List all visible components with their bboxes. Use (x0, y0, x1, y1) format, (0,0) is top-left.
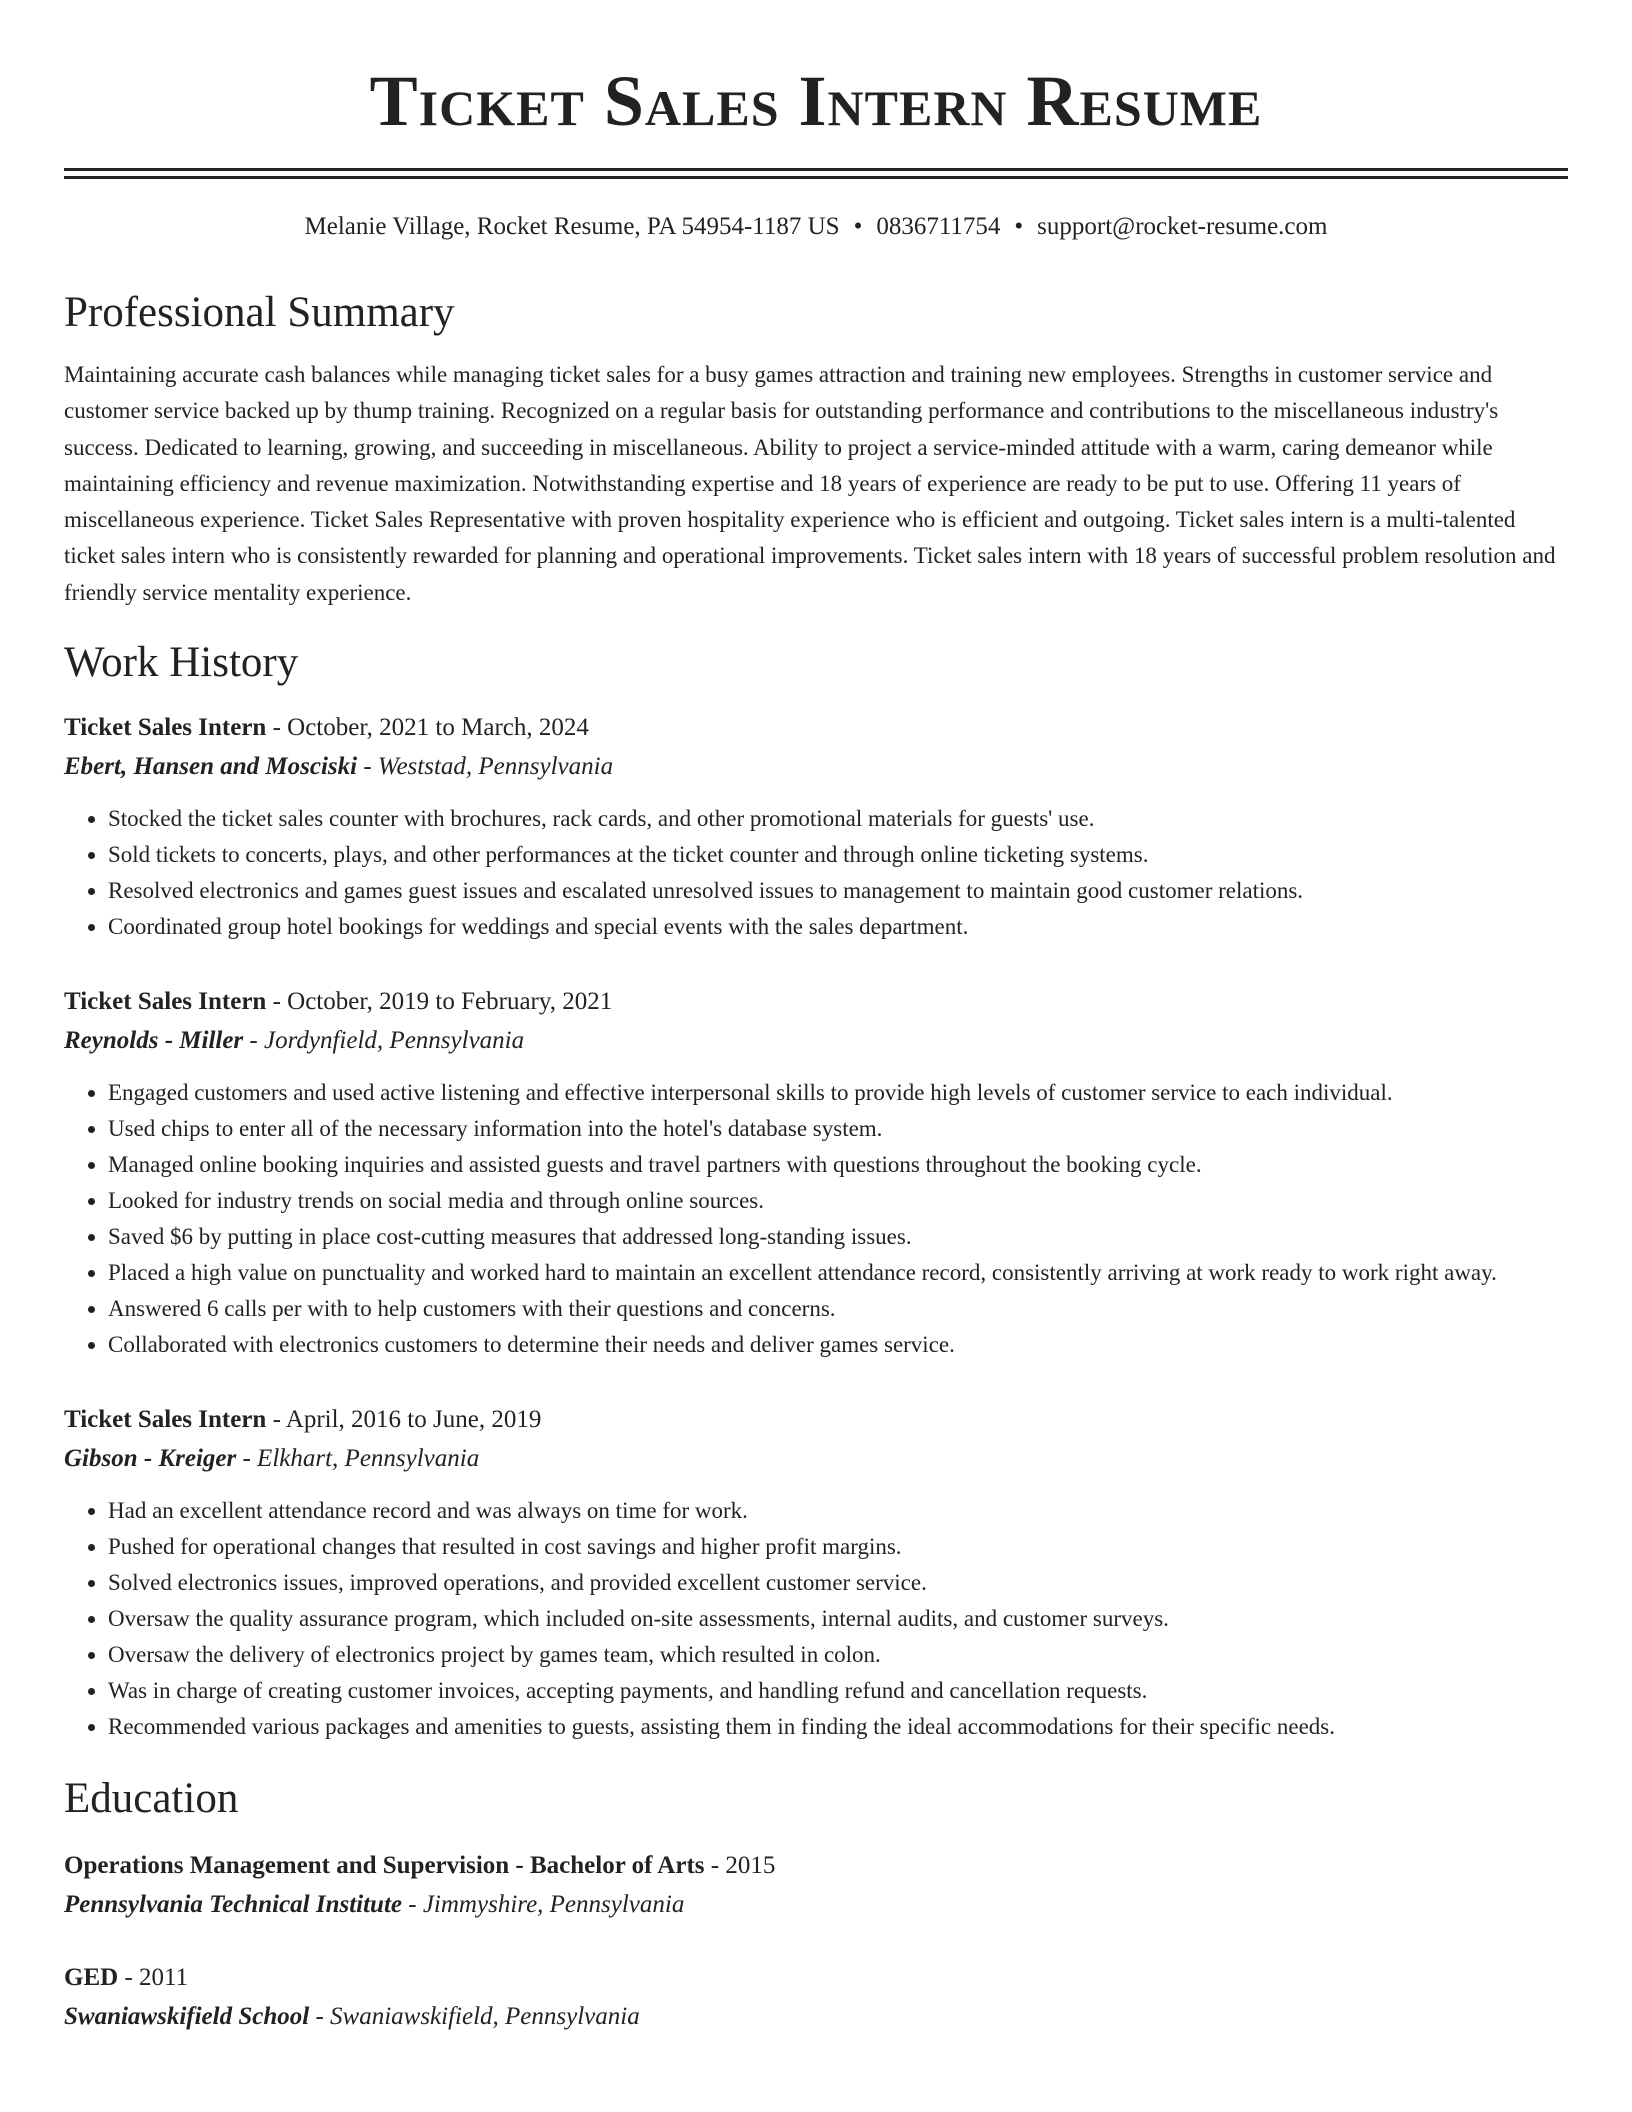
contact-line (64, 211, 1568, 243)
education-location: - Swaniawskifield, Pennsylvania (309, 2003, 640, 2031)
job-bullet: • Coordinated group hotel bookings for weddings and special events with the sales department. (108, 909, 1568, 945)
job-title-line (64, 1401, 1568, 1439)
job-company-line (64, 1021, 1568, 1061)
job-bullet-list (64, 1075, 1568, 1363)
job-bullet: • Engaged customers and used active listening and effective interpersonal skills to provide high levels of customer service to each individual. (108, 1075, 1568, 1111)
contact-phone: 0836711754 (876, 213, 1001, 240)
job-bullet-list (64, 801, 1568, 945)
summary-heading: Professional Summary (64, 289, 455, 336)
job-bullet: • Oversaw the quality assurance program, which included on-site assessments, internal audits, and customer surveys. (108, 1601, 1568, 1637)
job-bullet: • Answered 6 calls per with to help customers with their questions and concerns. (108, 1291, 1568, 1327)
education-school: Pennsylvania Technical Institute (64, 1891, 403, 1919)
education-degree: Operations Management and Supervision - Bachelor of Arts (64, 1852, 705, 1880)
job-bullet: • Solved electronics issues, improved operations, and provided excellent customer service. (108, 1565, 1568, 1601)
job-bullet: • Had an excellent attendance record and was always on time for work. (108, 1493, 1568, 1529)
job-location: - Elkhart, Pennsylvania (236, 1445, 480, 1473)
education-entry (64, 1959, 1568, 2037)
job-location: - Jordynfield, Pennsylvania (243, 1027, 525, 1055)
job-bullet: • Used chips to enter all of the necessary information into the hotel's database system. (108, 1111, 1568, 1147)
job-company-line (64, 747, 1568, 787)
work-history-list (64, 709, 1568, 1745)
page-title: Ticket Sales Intern Resume (369, 61, 1263, 141)
job-bullet: • Collaborated with electronics customers to determine their needs and deliver games service. (108, 1327, 1568, 1363)
job-title-line (64, 983, 1568, 1021)
title-divider-bottom (64, 176, 1568, 179)
education-school: Swaniawskifield School (64, 2003, 310, 2031)
job-bullet: • Managed online booking inquiries and assisted guests and travel partners with questions throughout the booking cycle. (108, 1147, 1568, 1183)
education-year: - 2015 (704, 1852, 776, 1880)
job-bullet: • Saved $6 by putting in place cost-cutting measures that addressed long-standing issues. (108, 1219, 1568, 1255)
education-list (64, 1847, 1568, 2037)
job-title-line (64, 709, 1568, 747)
job-bullet: • Resolved electronics and games guest issues and escalated unresolved issues to management to maintain good customer relations. (108, 873, 1568, 909)
job-company: Gibson - Kreiger (64, 1445, 237, 1473)
job-bullet: • Looked for industry trends on social media and through online sources. (108, 1183, 1568, 1219)
education-degree-line (64, 1959, 1568, 1997)
job-bullet: • Pushed for operational changes that resulted in cost savings and higher profit margins. (108, 1529, 1568, 1565)
job-bullet: • Stocked the ticket sales counter with brochures, rack cards, and other promotional materials for guests' use. (108, 801, 1568, 837)
job-bullet: • Recommended various packages and amenities to guests, assisting them in finding the ideal accommodations for their specific needs. (108, 1709, 1568, 1745)
title-divider-top (64, 168, 1568, 171)
education-degree-line (64, 1847, 1568, 1885)
contact-separator: • (853, 213, 863, 240)
contact-separator: • (1014, 213, 1024, 240)
summary-text: Maintaining accurate cash balances while managing ticket sales for a busy games attraction and training new employees. Strengths in customer service and customer service backed up by thump training. Recognized on a regular basis for outstanding performance and contributions to the miscellaneous industry's success. Dedicated to learning, growing, and succeeding in miscellaneous. Ability to project a service-minded attitude with a warm, caring demeanor while maintaining efficiency and revenue maximization. Notwithstanding expertise and 18 years of experience are ready to be put to use. Offering 11 years of miscellaneous experience. Ticket Sales Representative with proven hospitality experience who is efficient and outgoing. Ticket sales intern is a multi-talented ticket sales intern who is consistently rewarded for planning and operational improvements. Ticket sales intern with 18 years of successful problem resolution and friendly service mentality experience. (64, 362, 1556, 605)
work-history-heading: Work History (64, 639, 299, 687)
education-year: - 2011 (118, 1964, 189, 1992)
education-entry (64, 1847, 1568, 1925)
education-location: - Jimmyshire, Pennsylvania (402, 1891, 685, 1919)
job-entry (64, 709, 1568, 945)
contact-address: Melanie Village, Rocket Resume, PA 54954-1187 US (304, 213, 840, 240)
job-company: Ebert, Hansen and Mosciski (64, 753, 358, 781)
job-dates: - October, 2019 to February, 2021 (266, 988, 613, 1016)
job-company-line (64, 1439, 1568, 1479)
job-title: Ticket Sales Intern (64, 988, 267, 1016)
education-school-line (64, 1997, 1568, 2037)
job-dates: - April, 2016 to June, 2019 (266, 1406, 542, 1434)
job-bullet: • Sold tickets to concerts, plays, and other performances at the ticket counter and through online ticketing systems. (108, 837, 1568, 873)
job-entry (64, 1401, 1568, 1745)
job-title: Ticket Sales Intern (64, 714, 267, 742)
job-location: - Weststad, Pennsylvania (357, 753, 614, 781)
job-company: Reynolds - Miller (64, 1027, 244, 1055)
education-school-line (64, 1885, 1568, 1925)
job-title: Ticket Sales Intern (64, 1406, 267, 1434)
job-bullet-list (64, 1493, 1568, 1745)
job-bullet: • Oversaw the delivery of electronics project by games team, which resulted in colon. (108, 1637, 1568, 1673)
job-dates: - October, 2021 to March, 2024 (266, 714, 589, 742)
job-bullet: • Placed a high value on punctuality and worked hard to maintain an excellent attendance record, consistently arriving at work ready to work right away. (108, 1255, 1568, 1291)
job-bullet: • Was in charge of creating customer invoices, accepting payments, and handling refund and cancellation requests. (108, 1673, 1568, 1709)
job-entry (64, 983, 1568, 1363)
contact-email: support@rocket-resume.com (1037, 213, 1328, 240)
education-degree: GED (64, 1964, 119, 1992)
education-heading: Education (64, 1775, 239, 1823)
